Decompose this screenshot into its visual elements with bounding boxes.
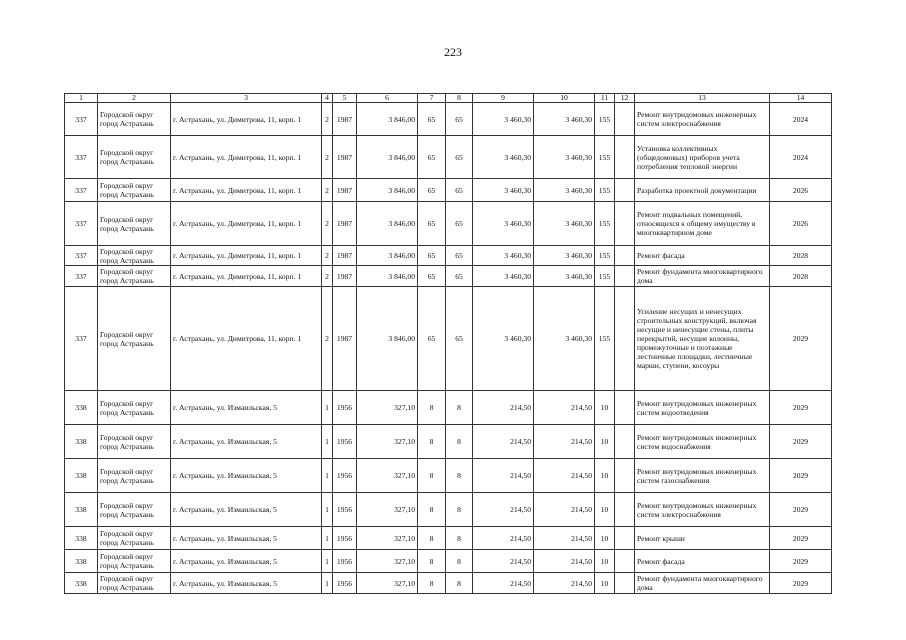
cell-floors: 1 bbox=[322, 527, 333, 550]
cell-apartments-count: 65 bbox=[446, 103, 473, 136]
cell-residents: 10 bbox=[595, 573, 615, 594]
cell-item-number: 338 bbox=[65, 527, 98, 550]
cell-apartments-count: 8 bbox=[446, 527, 473, 550]
cell-item-number: 337 bbox=[65, 136, 98, 179]
cell-municipality: Городской округ город Астрахань bbox=[98, 136, 171, 179]
table-row bbox=[65, 136, 832, 179]
column-number-1: 1 bbox=[65, 94, 98, 103]
cell-apartments: 65 bbox=[418, 246, 446, 266]
cell-total-area: 327,10 bbox=[357, 527, 418, 550]
cell-year-built: 1956 bbox=[333, 493, 357, 527]
cell-apartments-count: 65 bbox=[446, 266, 473, 287]
cell-residential-area: 3 460,30 bbox=[534, 246, 595, 266]
column-number-8: 8 bbox=[446, 94, 473, 103]
cell-living-area: 3 460,30 bbox=[473, 287, 534, 391]
cell-floors: 2 bbox=[322, 287, 333, 391]
cell-residential-area: 214,50 bbox=[534, 391, 595, 425]
cell-work-type: Ремонт фундамента многоквартирного дома bbox=[635, 573, 770, 594]
cell-item-number: 338 bbox=[65, 425, 98, 459]
cell-total-area: 3 846,00 bbox=[357, 103, 418, 136]
cell-residential-area: 214,50 bbox=[534, 459, 595, 493]
cell-total-area: 327,10 bbox=[357, 493, 418, 527]
cell-empty-col bbox=[615, 493, 635, 527]
cell-empty-col bbox=[615, 103, 635, 136]
cell-residential-area: 3 460,30 bbox=[534, 136, 595, 179]
cell-total-area: 3 846,00 bbox=[357, 266, 418, 287]
cell-living-area: 3 460,30 bbox=[473, 202, 534, 246]
cell-living-area: 214,50 bbox=[473, 425, 534, 459]
cell-residents: 10 bbox=[595, 493, 615, 527]
cell-year-built: 1987 bbox=[333, 287, 357, 391]
table-row bbox=[65, 425, 832, 459]
cell-residential-area: 214,50 bbox=[534, 527, 595, 550]
cell-item-number: 337 bbox=[65, 103, 98, 136]
cell-total-area: 3 846,00 bbox=[357, 287, 418, 391]
cell-apartments: 65 bbox=[418, 202, 446, 246]
cell-apartments-count: 8 bbox=[446, 391, 473, 425]
cell-floors: 2 bbox=[322, 202, 333, 246]
cell-address: г. Астрахань, ул. Димитрова, 11, корп. 1 bbox=[171, 202, 322, 246]
cell-apartments: 8 bbox=[418, 550, 446, 573]
cell-apartments: 65 bbox=[418, 266, 446, 287]
cell-planned-year: 2029 bbox=[770, 573, 832, 594]
cell-planned-year: 2024 bbox=[770, 136, 832, 179]
cell-year-built: 1956 bbox=[333, 391, 357, 425]
cell-residents: 155 bbox=[595, 287, 615, 391]
cell-municipality: Городской округ город Астрахань bbox=[98, 550, 171, 573]
cell-year-built: 1956 bbox=[333, 550, 357, 573]
cell-municipality: Городской округ город Астрахань bbox=[98, 573, 171, 594]
cell-floors: 2 bbox=[322, 246, 333, 266]
cell-work-type: Ремонт внутридомовых инженерных систем водоснабжения bbox=[635, 425, 770, 459]
cell-total-area: 327,10 bbox=[357, 425, 418, 459]
cell-residents: 10 bbox=[595, 459, 615, 493]
table-row bbox=[65, 103, 832, 136]
cell-planned-year: 2026 bbox=[770, 202, 832, 246]
cell-total-area: 3 846,00 bbox=[357, 179, 418, 202]
table-row bbox=[65, 391, 832, 425]
column-number-4: 4 bbox=[322, 94, 333, 103]
cell-residential-area: 214,50 bbox=[534, 425, 595, 459]
cell-work-type: Ремонт внутридомовых инженерных систем электроснабжения bbox=[635, 103, 770, 136]
cell-work-type: Ремонт крыши bbox=[635, 527, 770, 550]
cell-planned-year: 2029 bbox=[770, 459, 832, 493]
column-number-row bbox=[65, 94, 832, 103]
cell-year-built: 1987 bbox=[333, 136, 357, 179]
column-number-14: 14 bbox=[770, 94, 832, 103]
cell-apartments: 65 bbox=[418, 136, 446, 179]
cell-municipality: Городской округ город Астрахань bbox=[98, 459, 171, 493]
cell-work-type: Ремонт внутридомовых инженерных систем электроснабжения bbox=[635, 493, 770, 527]
cell-planned-year: 2028 bbox=[770, 266, 832, 287]
cell-living-area: 3 460,30 bbox=[473, 103, 534, 136]
cell-work-type: Ремонт подвальных помещений, относящихся к общему имуществу в многоквартирном доме bbox=[635, 202, 770, 246]
cell-floors: 2 bbox=[322, 179, 333, 202]
cell-floors: 1 bbox=[322, 425, 333, 459]
cell-item-number: 337 bbox=[65, 246, 98, 266]
cell-empty-col bbox=[615, 266, 635, 287]
cell-residential-area: 3 460,30 bbox=[534, 179, 595, 202]
cell-planned-year: 2029 bbox=[770, 287, 832, 391]
cell-floors: 1 bbox=[322, 493, 333, 527]
cell-floors: 2 bbox=[322, 266, 333, 287]
cell-residential-area: 214,50 bbox=[534, 573, 595, 594]
cell-apartments: 65 bbox=[418, 103, 446, 136]
cell-empty-col bbox=[615, 202, 635, 246]
cell-apartments: 8 bbox=[418, 493, 446, 527]
cell-empty-col bbox=[615, 287, 635, 391]
cell-address: г. Астрахань, ул. Димитрова, 11, корп. 1 bbox=[171, 136, 322, 179]
cell-address: г. Астрахань, ул. Измаильская, 5 bbox=[171, 493, 322, 527]
cell-total-area: 327,10 bbox=[357, 459, 418, 493]
cell-item-number: 337 bbox=[65, 266, 98, 287]
table-row bbox=[65, 179, 832, 202]
cell-year-built: 1987 bbox=[333, 202, 357, 246]
cell-address: г. Астрахань, ул. Измаильская, 5 bbox=[171, 550, 322, 573]
cell-apartments-count: 8 bbox=[446, 459, 473, 493]
cell-address: г. Астрахань, ул. Димитрова, 11, корп. 1 bbox=[171, 266, 322, 287]
register-table bbox=[64, 93, 832, 594]
column-number-3: 3 bbox=[171, 94, 322, 103]
cell-item-number: 338 bbox=[65, 493, 98, 527]
cell-address: г. Астрахань, ул. Измаильская, 5 bbox=[171, 459, 322, 493]
cell-living-area: 214,50 bbox=[473, 459, 534, 493]
cell-year-built: 1956 bbox=[333, 459, 357, 493]
column-number-11: 11 bbox=[595, 94, 615, 103]
cell-municipality: Городской округ город Астрахань bbox=[98, 391, 171, 425]
table-body bbox=[65, 103, 832, 594]
cell-empty-col bbox=[615, 459, 635, 493]
cell-item-number: 337 bbox=[65, 287, 98, 391]
page-number: 223 bbox=[444, 45, 462, 59]
cell-empty-col bbox=[615, 246, 635, 266]
cell-empty-col bbox=[615, 527, 635, 550]
cell-year-built: 1987 bbox=[333, 266, 357, 287]
cell-floors: 1 bbox=[322, 459, 333, 493]
cell-living-area: 3 460,30 bbox=[473, 266, 534, 287]
cell-residents: 155 bbox=[595, 266, 615, 287]
cell-residents: 10 bbox=[595, 550, 615, 573]
cell-floors: 1 bbox=[322, 573, 333, 594]
table-row bbox=[65, 202, 832, 246]
cell-residential-area: 3 460,30 bbox=[534, 103, 595, 136]
cell-living-area: 3 460,30 bbox=[473, 179, 534, 202]
cell-address: г. Астрахань, ул. Димитрова, 11, корп. 1 bbox=[171, 103, 322, 136]
cell-planned-year: 2029 bbox=[770, 391, 832, 425]
cell-address: г. Астрахань, ул. Измаильская, 5 bbox=[171, 391, 322, 425]
cell-address: г. Астрахань, ул. Измаильская, 5 bbox=[171, 573, 322, 594]
table-row bbox=[65, 287, 832, 391]
cell-apartments: 8 bbox=[418, 391, 446, 425]
cell-empty-col bbox=[615, 179, 635, 202]
cell-work-type: Разработка проектной документации bbox=[635, 179, 770, 202]
cell-address: г. Астрахань, ул. Димитрова, 11, корп. 1 bbox=[171, 179, 322, 202]
cell-residents: 10 bbox=[595, 391, 615, 425]
cell-work-type: Ремонт фасада bbox=[635, 246, 770, 266]
cell-living-area: 214,50 bbox=[473, 493, 534, 527]
cell-total-area: 3 846,00 bbox=[357, 136, 418, 179]
cell-apartments: 65 bbox=[418, 179, 446, 202]
cell-empty-col bbox=[615, 391, 635, 425]
cell-floors: 2 bbox=[322, 103, 333, 136]
cell-apartments: 8 bbox=[418, 459, 446, 493]
cell-planned-year: 2026 bbox=[770, 179, 832, 202]
cell-living-area: 214,50 bbox=[473, 527, 534, 550]
cell-year-built: 1956 bbox=[333, 573, 357, 594]
cell-empty-col bbox=[615, 425, 635, 459]
cell-residents: 155 bbox=[595, 179, 615, 202]
cell-work-type: Ремонт фундамента многоквартирного дома bbox=[635, 266, 770, 287]
cell-year-built: 1987 bbox=[333, 246, 357, 266]
cell-planned-year: 2029 bbox=[770, 527, 832, 550]
cell-living-area: 214,50 bbox=[473, 573, 534, 594]
cell-apartments: 8 bbox=[418, 527, 446, 550]
cell-apartments-count: 8 bbox=[446, 550, 473, 573]
cell-residential-area: 214,50 bbox=[534, 550, 595, 573]
cell-apartments-count: 8 bbox=[446, 493, 473, 527]
cell-empty-col bbox=[615, 550, 635, 573]
cell-empty-col bbox=[615, 136, 635, 179]
cell-residential-area: 214,50 bbox=[534, 493, 595, 527]
cell-apartments-count: 65 bbox=[446, 202, 473, 246]
cell-residents: 155 bbox=[595, 246, 615, 266]
column-number-2: 2 bbox=[98, 94, 171, 103]
cell-year-built: 1987 bbox=[333, 103, 357, 136]
cell-item-number: 338 bbox=[65, 573, 98, 594]
column-number-6: 6 bbox=[357, 94, 418, 103]
table-row bbox=[65, 527, 832, 550]
cell-apartments-count: 65 bbox=[446, 246, 473, 266]
column-number-9: 9 bbox=[473, 94, 534, 103]
cell-total-area: 327,10 bbox=[357, 550, 418, 573]
table-row bbox=[65, 550, 832, 573]
cell-apartments: 8 bbox=[418, 425, 446, 459]
cell-apartments-count: 8 bbox=[446, 425, 473, 459]
table-row bbox=[65, 493, 832, 527]
cell-living-area: 3 460,30 bbox=[473, 246, 534, 266]
cell-floors: 2 bbox=[322, 136, 333, 179]
cell-work-type: Ремонт фасада bbox=[635, 550, 770, 573]
cell-apartments-count: 65 bbox=[446, 287, 473, 391]
cell-address: г. Астрахань, ул. Димитрова, 11, корп. 1 bbox=[171, 246, 322, 266]
cell-apartments: 8 bbox=[418, 573, 446, 594]
cell-residential-area: 3 460,30 bbox=[534, 287, 595, 391]
cell-work-type: Установка коллективных (общедомовых) приборов учета потребления тепловой энергии bbox=[635, 136, 770, 179]
column-number-10: 10 bbox=[534, 94, 595, 103]
cell-year-built: 1987 bbox=[333, 179, 357, 202]
cell-work-type: Ремонт внутридомовых инженерных систем водоотведения bbox=[635, 391, 770, 425]
cell-residents: 155 bbox=[595, 136, 615, 179]
cell-year-built: 1956 bbox=[333, 425, 357, 459]
cell-total-area: 327,10 bbox=[357, 573, 418, 594]
cell-living-area: 214,50 bbox=[473, 391, 534, 425]
table-row bbox=[65, 573, 832, 594]
cell-total-area: 327,10 bbox=[357, 391, 418, 425]
cell-total-area: 3 846,00 bbox=[357, 246, 418, 266]
cell-year-built: 1956 bbox=[333, 527, 357, 550]
cell-total-area: 3 846,00 bbox=[357, 202, 418, 246]
cell-living-area: 214,50 bbox=[473, 550, 534, 573]
cell-municipality: Городской округ город Астрахань bbox=[98, 246, 171, 266]
cell-residents: 10 bbox=[595, 527, 615, 550]
cell-apartments-count: 65 bbox=[446, 179, 473, 202]
cell-item-number: 338 bbox=[65, 459, 98, 493]
cell-municipality: Городской округ город Астрахань bbox=[98, 179, 171, 202]
cell-work-type: Ремонт внутридомовых инженерных систем газоснабжения bbox=[635, 459, 770, 493]
cell-item-number: 337 bbox=[65, 179, 98, 202]
cell-apartments: 65 bbox=[418, 287, 446, 391]
cell-residential-area: 3 460,30 bbox=[534, 266, 595, 287]
cell-municipality: Городской округ город Астрахань bbox=[98, 493, 171, 527]
cell-municipality: Городской округ город Астрахань bbox=[98, 266, 171, 287]
cell-municipality: Городской округ город Астрахань bbox=[98, 103, 171, 136]
cell-municipality: Городской округ город Астрахань bbox=[98, 287, 171, 391]
cell-item-number: 337 bbox=[65, 202, 98, 246]
table-row bbox=[65, 266, 832, 287]
cell-planned-year: 2029 bbox=[770, 425, 832, 459]
cell-address: г. Астрахань, ул. Измаильская, 5 bbox=[171, 527, 322, 550]
column-number-12: 12 bbox=[615, 94, 635, 103]
cell-work-type: Усиление несущих и ненесущих строительных конструкций, включая несущие и ненесущие стены, плиты перекрытий, несущие колонны, промежуточные и поэтажные лестничные площадки, лестничные марши, ступени, косоуры bbox=[635, 287, 770, 391]
table-row bbox=[65, 459, 832, 493]
cell-floors: 1 bbox=[322, 550, 333, 573]
column-number-7: 7 bbox=[418, 94, 446, 103]
cell-residents: 155 bbox=[595, 202, 615, 246]
cell-planned-year: 2029 bbox=[770, 493, 832, 527]
table-row bbox=[65, 246, 832, 266]
cell-item-number: 338 bbox=[65, 550, 98, 573]
cell-planned-year: 2029 bbox=[770, 550, 832, 573]
cell-address: г. Астрахань, ул. Измаильская, 5 bbox=[171, 425, 322, 459]
cell-empty-col bbox=[615, 573, 635, 594]
cell-item-number: 338 bbox=[65, 391, 98, 425]
cell-apartments-count: 65 bbox=[446, 136, 473, 179]
cell-municipality: Городской округ город Астрахань bbox=[98, 527, 171, 550]
cell-living-area: 3 460,30 bbox=[473, 136, 534, 179]
column-number-5: 5 bbox=[333, 94, 357, 103]
cell-residential-area: 3 460,30 bbox=[534, 202, 595, 246]
column-number-13: 13 bbox=[635, 94, 770, 103]
cell-apartments-count: 8 bbox=[446, 573, 473, 594]
cell-planned-year: 2028 bbox=[770, 246, 832, 266]
cell-residents: 155 bbox=[595, 103, 615, 136]
cell-residents: 10 bbox=[595, 425, 615, 459]
cell-municipality: Городской округ город Астрахань bbox=[98, 202, 171, 246]
cell-address: г. Астрахань, ул. Димитрова, 11, корп. 1 bbox=[171, 287, 322, 391]
cell-planned-year: 2024 bbox=[770, 103, 832, 136]
cell-municipality: Городской округ город Астрахань bbox=[98, 425, 171, 459]
cell-floors: 1 bbox=[322, 391, 333, 425]
